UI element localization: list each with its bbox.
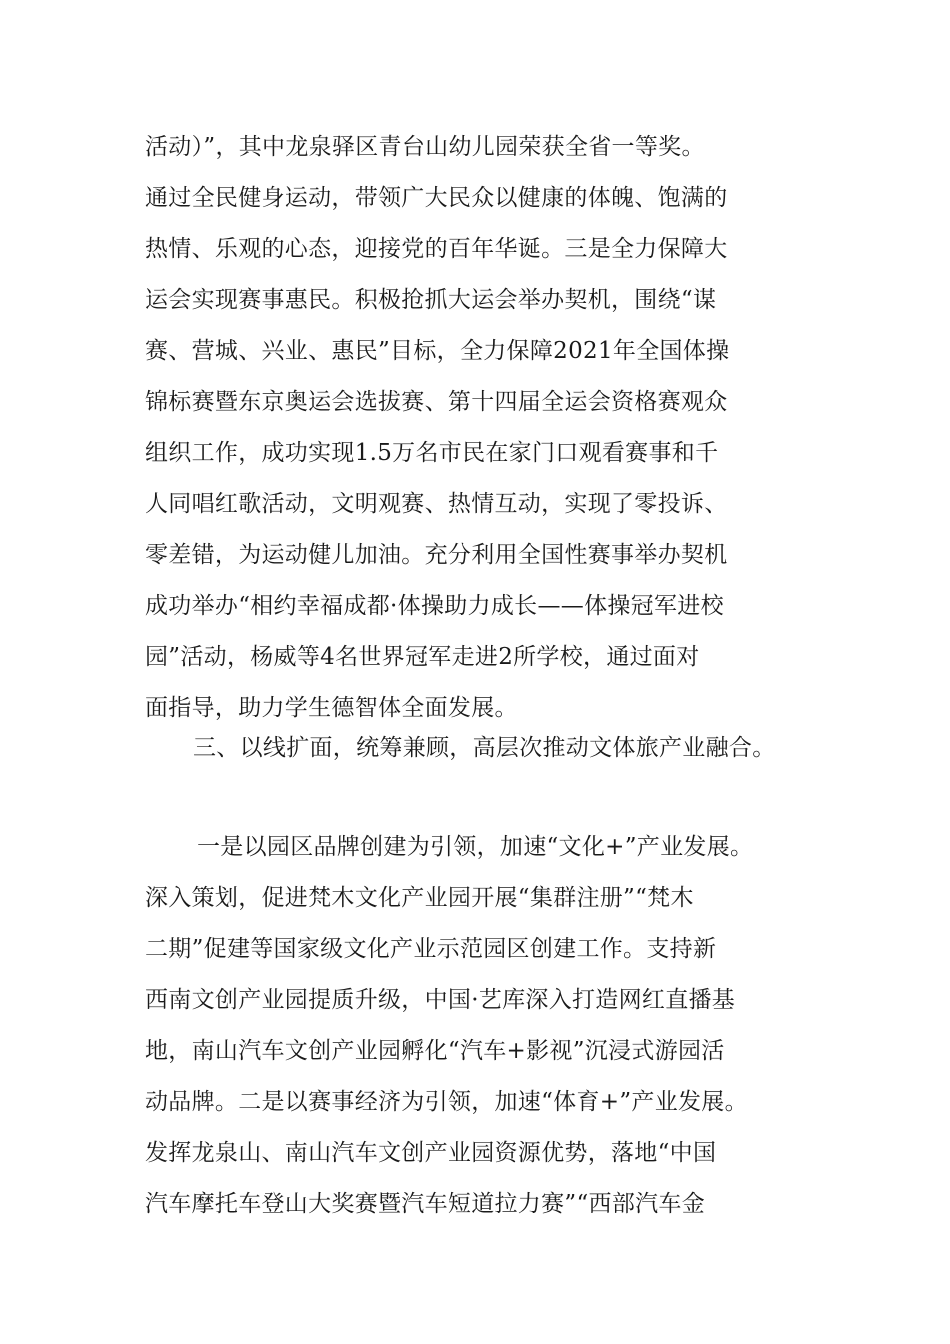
text-line: 人同唱红歌活动，文明观赛、热情互动，实现了零投诉、	[145, 491, 728, 517]
text-line: 活动）”，其中龙泉驿区青台山幼儿园荣获全省一等奖。	[145, 134, 705, 160]
body-paragraph-1	[145, 122, 820, 734]
section-heading-block	[145, 723, 820, 774]
text-line: 汽车摩托车登山大奖赛暨汽车短道拉力赛”“西部汽车金	[145, 1191, 706, 1217]
text-line: 热情、乐观的心态，迎接党的百年华诞。三是全力保障大	[145, 236, 728, 262]
text-line: 通过全民健身运动，带领广大民众以健康的体魄、饱满的	[145, 185, 728, 211]
text-line: 成功举办“相约幸福成都·体操助力成长——体操冠军进校	[145, 593, 724, 619]
text-line: 地，南山汽车文创产业园孵化“汽车+影视”沉浸式游园活	[145, 1038, 725, 1064]
text-line: 西南文创产业园提质升级，中国·艺库深入打造网红直播基	[145, 987, 736, 1013]
text-line: 一是以园区品牌创建为引领，加速“文化+”产业发展。	[197, 834, 754, 860]
body-paragraph-2	[145, 822, 820, 1230]
text-line: 零差错，为运动健儿加油。充分利用全国性赛事举办契机	[145, 542, 728, 568]
text-line: 面指导，助力学生德智体全面发展。	[145, 695, 518, 721]
text-line: 二期”促建等国家级文化产业示范园区创建工作。支持新	[145, 936, 717, 962]
text-line: 深入策划，促进梵木文化产业园开展“集群注册”“梵木	[145, 885, 694, 911]
text-line: 组织工作，成功实现1.5万名市民在家门口观看赛事和千	[145, 440, 719, 466]
section-heading: 三、以线扩面，统筹兼顾，高层次推动文体旅产业融合。	[193, 735, 776, 761]
text-line: 园”活动，杨威等4名世界冠军走进2所学校，通过面对	[145, 644, 700, 670]
text-line: 赛、营城、兴业、惠民”目标，全力保障2021年全国体操	[145, 338, 730, 364]
text-line: 运会实现赛事惠民。积极抢抓大运会举办契机，围绕“谋	[145, 287, 717, 313]
text-line: 动品牌。二是以赛事经济为引领，加速“体育+”产业发展。	[145, 1089, 748, 1115]
text-line: 发挥龙泉山、南山汽车文创产业园资源优势，落地“中国	[145, 1140, 717, 1166]
text-line: 锦标赛暨东京奥运会选拔赛、第十四届全运会资格赛观众	[145, 389, 728, 415]
